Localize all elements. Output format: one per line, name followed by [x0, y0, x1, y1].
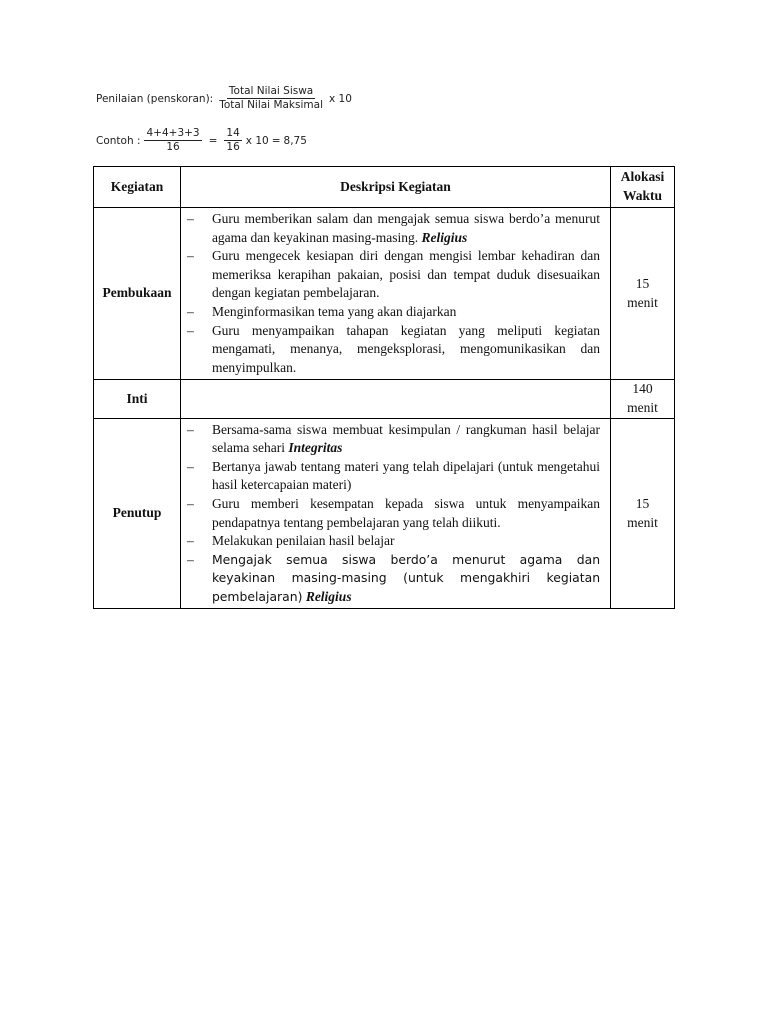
example-fraction-1: [144, 128, 201, 153]
list-item: [187, 532, 600, 551]
waktu-penutup: [611, 418, 675, 609]
example-fraction-2: [224, 128, 241, 153]
example-fraction-2-denominator: 16: [226, 141, 240, 153]
waktu-unit: menit: [627, 294, 658, 310]
kegiatan-inti: Inti: [94, 380, 181, 418]
scoring-denominator: Total Nilai Maksimal: [219, 99, 323, 111]
waktu-value: 140: [632, 381, 653, 397]
header-deskripsi: Deskripsi Kegiatan: [180, 167, 610, 208]
deskripsi-inti: [180, 380, 610, 418]
table-row-penutup: [94, 418, 675, 609]
deskripsi-penutup: [180, 418, 610, 609]
waktu-pembukaan: [611, 208, 675, 380]
example-label: Contoh :: [96, 134, 141, 147]
deskripsi-pembukaan: [180, 208, 610, 380]
item-text: Guru menyampaikan tahapan kegiatan yang meliputi kegiatan mengamati, menanya, mengeksplorasi, mengomunikasikan dan menyimpulkan.: [211, 322, 601, 375]
activity-table: [93, 166, 675, 609]
header-alokasi-line2: Waktu: [623, 188, 663, 203]
list-item: [187, 210, 600, 247]
list-item: [187, 495, 600, 532]
example-fraction-1-numerator: 4+4+3+3: [146, 127, 200, 139]
waktu-value: 15: [635, 276, 650, 292]
waktu-unit: menit: [627, 399, 658, 415]
waktu-value: 15: [635, 495, 650, 511]
example-equals-1: =: [208, 134, 218, 147]
scoring-formula-label: Penilaian (penskoran):: [96, 92, 214, 105]
table-row-pembukaan: [94, 208, 675, 380]
header-alokasi-line1: Alokasi: [620, 169, 665, 185]
item-text: Mengajak semua siswa berdo’a menurut agama dan keyakinan masing-masing (untuk mengakhiri kegiatan pembelajaran): [211, 551, 601, 604]
character-tag: Religius: [305, 588, 352, 604]
scoring-multiplier: x 10: [328, 92, 352, 105]
item-text: Bertanya jawab tentang materi yang telah dipelajari (untuk mengetahui hasil ketercapaian materi): [211, 458, 601, 493]
item-text: Guru memberikan salam dan mengajak semua siswa berdo’a menurut agama dan keyakinan masing-masing.: [211, 211, 601, 245]
item-text: Melakukan penilaian hasil belajar: [211, 533, 395, 549]
item-text: Bersama-sama siswa membuat kesimpulan / rangkuman hasil belajar selama sehari: [211, 421, 601, 456]
waktu-inti: [611, 380, 675, 418]
example-multiplier: x 10: [245, 134, 269, 147]
example-equals-2: =: [271, 134, 281, 147]
example-formula: [96, 128, 307, 153]
example-result: 8,75: [283, 134, 307, 147]
kegiatan-pembukaan: Pembukaan: [94, 208, 181, 380]
waktu-unit: menit: [627, 514, 658, 530]
item-text: Guru mengecek kesiapan diri dengan mengisi lembar kehadiran dan memeriksa kerapihan pakaian, posisi dan tempat duduk disesuaikan dengan kegiatan pembelajaran.: [211, 248, 601, 301]
table-header-row: [94, 167, 675, 208]
scoring-formula: [96, 86, 352, 111]
list-item: [187, 458, 600, 495]
scoring-fraction: [217, 86, 325, 111]
list-item: [187, 551, 600, 607]
header-kegiatan: Kegiatan: [94, 167, 181, 208]
kegiatan-penutup: Penutup: [94, 418, 181, 609]
example-fraction-2-numerator: 14: [226, 127, 240, 139]
character-tag: Integritas: [288, 440, 343, 456]
list-item: [187, 322, 600, 378]
table-row-inti: [94, 380, 675, 418]
character-tag: Religius: [421, 229, 468, 245]
item-text: Menginformasikan tema yang akan diajarkan: [211, 303, 457, 319]
list-item: [187, 421, 600, 458]
example-fraction-1-denominator: 16: [166, 141, 180, 153]
header-alokasi: [611, 167, 675, 208]
item-text: Guru memberi kesempatan kepada siswa untuk menyampaikan pendapatnya tentang pembelajaran yang telah diikuti.: [211, 495, 601, 530]
list-item: [187, 247, 600, 303]
list-item: [187, 303, 600, 322]
scoring-numerator: Total Nilai Siswa: [228, 85, 314, 97]
